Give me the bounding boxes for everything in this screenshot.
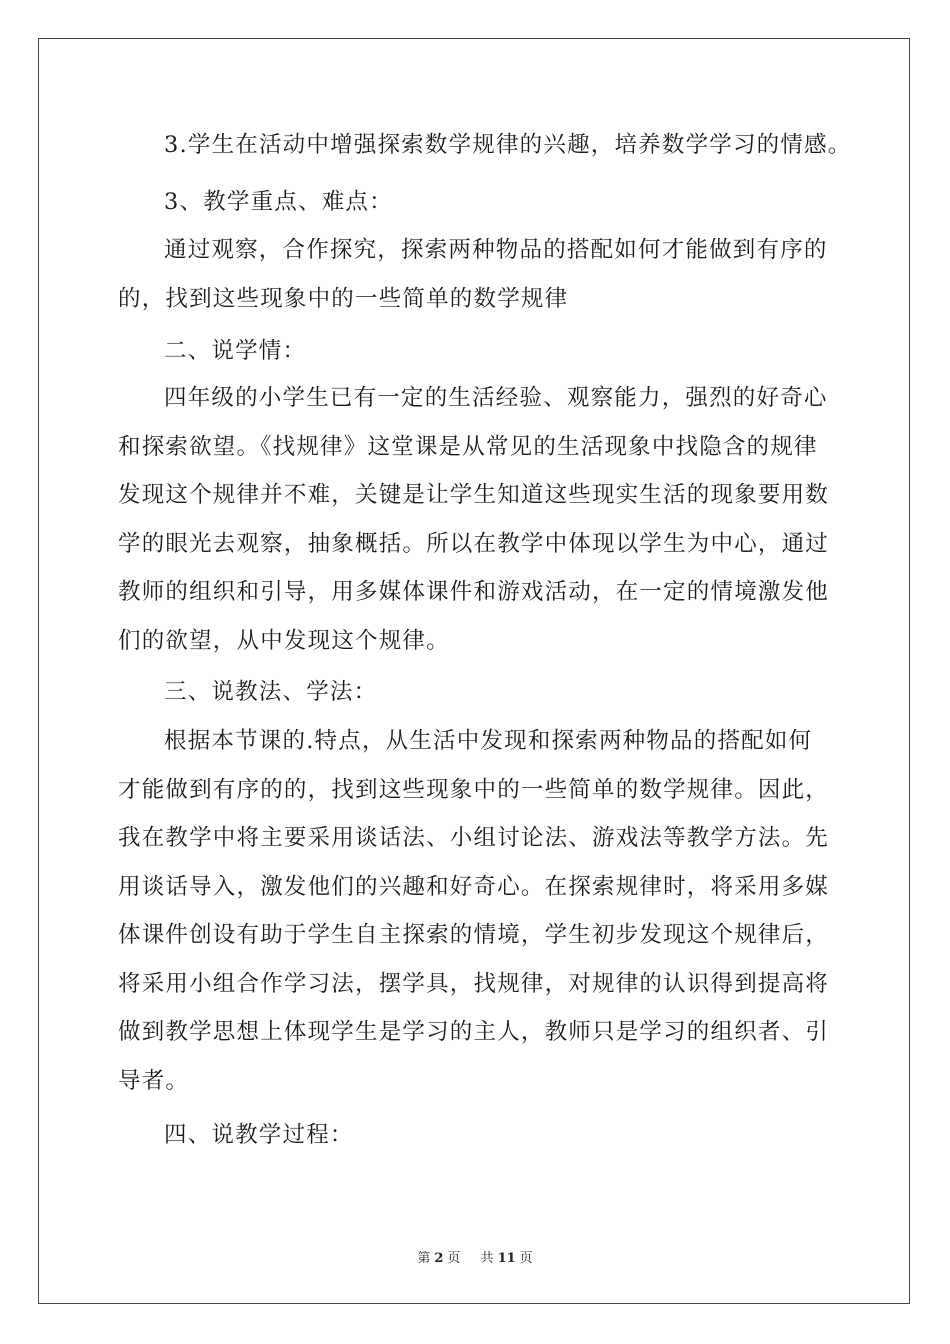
page-number: 2 [434, 1251, 444, 1266]
paragraph-line: 四年级的小学生已有一定的生活经验、观察能力，强烈的好奇心 [164, 385, 828, 411]
paragraph-line: 3.学生在活动中增强探索数学规律的兴趣，培养数学学习的情感。 [164, 132, 852, 158]
section-heading: 二、说学情： [164, 338, 307, 364]
paragraph-line: 通过观察，合作探究，探索两种物品的搭配如何才能做到有序的 [164, 237, 828, 263]
total-pages: 11 [497, 1251, 516, 1266]
section-heading: 3、教学重点、难点： [164, 189, 393, 215]
page-border [38, 38, 910, 1304]
paragraph-line: 根据本节课的.特点，从生活中发现和探索两种物品的搭配如何 [164, 728, 813, 754]
section-heading: 三、说教法、学法： [164, 679, 378, 705]
total-pages-indicator: 共 11 页 [480, 1251, 533, 1266]
paragraph-line: 做到教学思想上体现学生是学习的主人，教师只是学习的组织者、引 [118, 1019, 830, 1045]
paragraph-line: 教师的组织和引导，用多媒体课件和游戏活动，在一定的情境激发他 [118, 579, 830, 605]
paragraph-line: 导者。 [118, 1068, 190, 1094]
paragraph-line: 的，找到这些现象中的一些简单的数学规律 [118, 286, 569, 312]
paragraph-line: 我在教学中将主要采用谈话法、小组讨论法、游戏法等教学方法。先 [118, 825, 830, 851]
paragraph-line: 用谈话导入，激发他们的兴趣和好奇心。在探索规律时，将采用多媒 [118, 874, 830, 900]
section-heading: 四、说教学过程： [164, 1122, 354, 1148]
paragraph-line: 体课件创设有助于学生自主探索的情境，学生初步发现这个规律后， [118, 922, 830, 948]
paragraph-line: 们的欲望，从中发现这个规律。 [118, 628, 450, 654]
page-indicator: 第 2 页 [417, 1251, 461, 1266]
paragraph-line: 发现这个规律并不难，关键是让学生知道这些现实生活的现象要用数 [118, 482, 830, 508]
page-footer [0, 1247, 950, 1266]
paragraph-line: 和探索欲望。《找规律》这堂课是从常见的生活现象中找隐含的规律 [118, 434, 818, 460]
paragraph-line: 才能做到有序的的，找到这些现象中的一些简单的数学规律。因此， [118, 777, 830, 803]
paragraph-line: 将采用小组合作学习法，摆学具，找规律，对规律的认识得到提高将 [118, 971, 830, 997]
paragraph-line: 学的眼光去观察，抽象概括。所以在教学中体现以学生为中心，通过 [118, 531, 830, 557]
